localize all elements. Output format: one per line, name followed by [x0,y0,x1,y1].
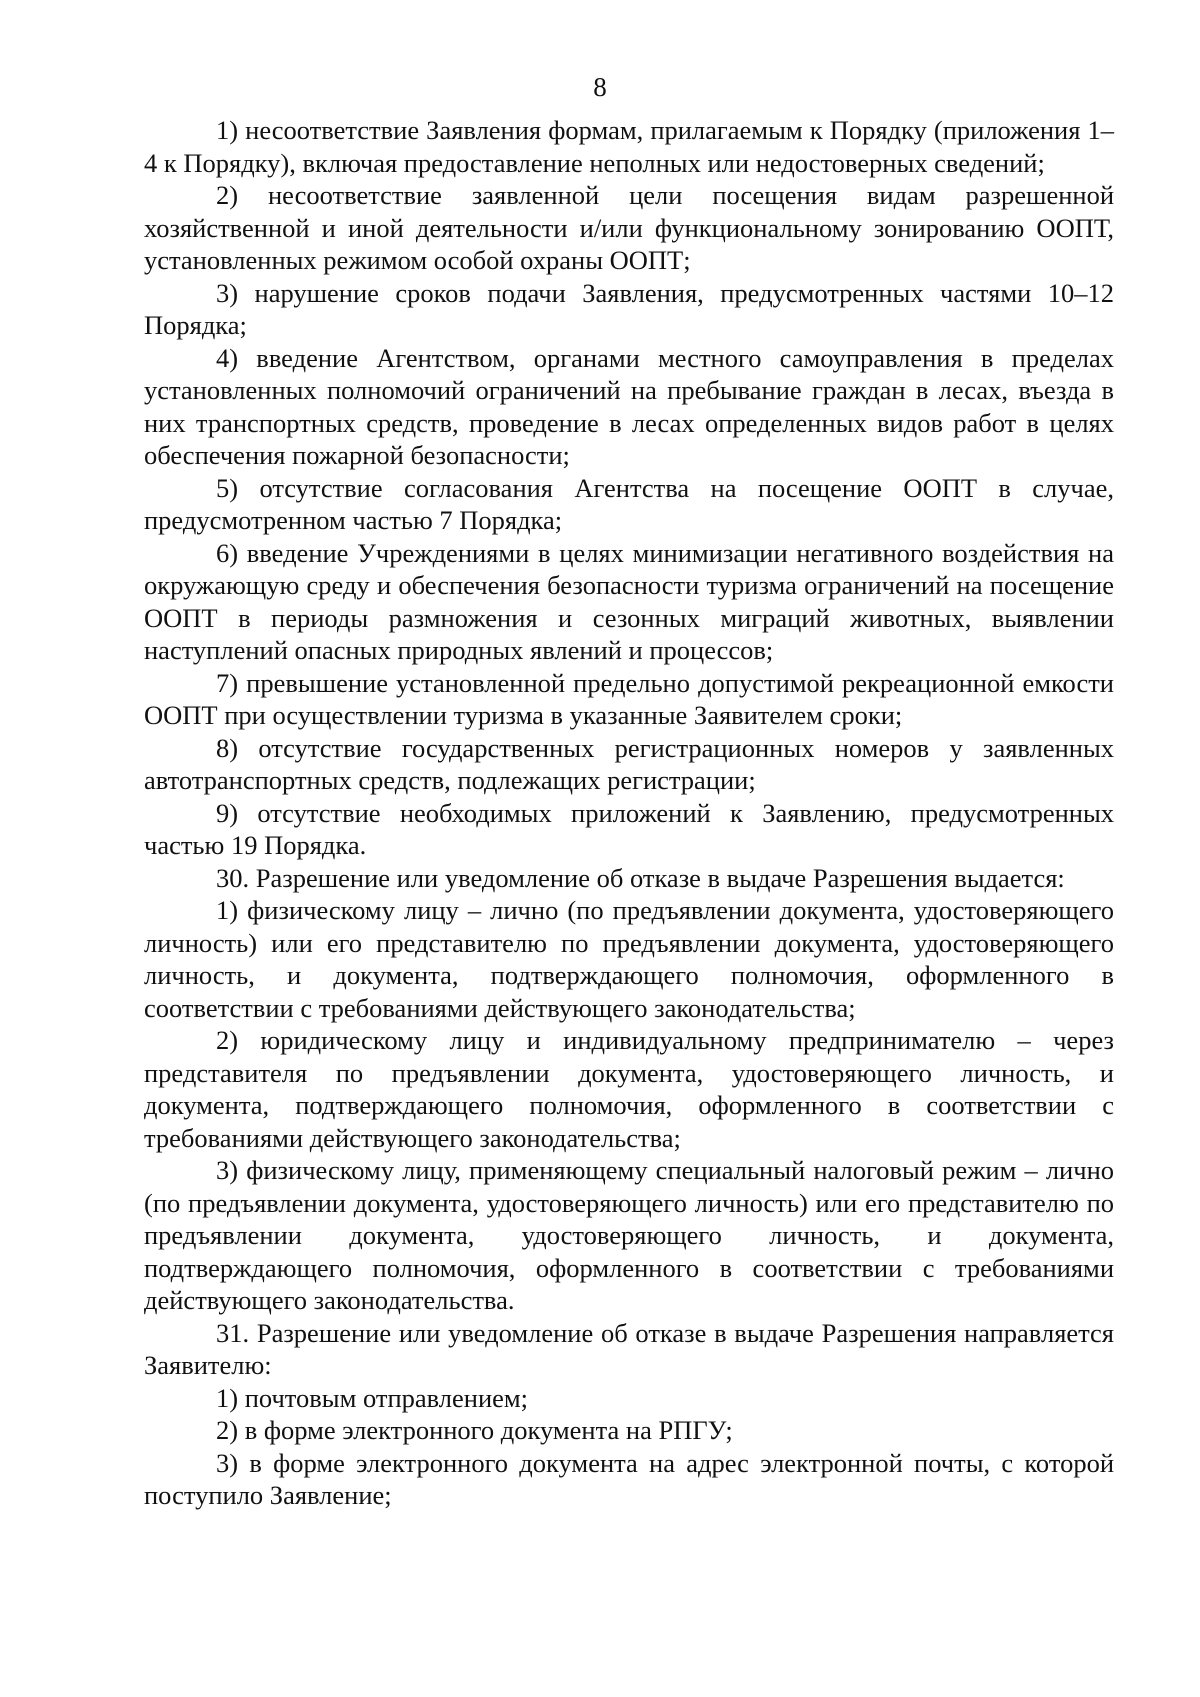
section-30-item-2: 2) юридическому лицу и индивидуальному предпринимателю – через представителя по предъявлении документа, удостоверяющего личность, и документа, подтверждающего полномочия, оформленного в соответствии с требованиями действующего законодательства; [144,1025,1114,1153]
paragraph-item-3: 3) нарушение сроков подачи Заявления, предусмотренных частями 10–12 Порядка; [144,277,1114,340]
paragraph-item-4: 4) введение Агентством, органами местного самоуправления в пределах установленных полномочий ограничений на пребывание граждан в лесах, въезда в них транспортных средств, проведение в лесах определенных видов работ в целях обеспечения пожарной безопасности; [144,342,1114,470]
page-number: 8 [593,72,607,102]
section-31-item-1: 1) почтовым отправлением; [216,1382,529,1413]
paragraph-item-1: 1) несоответствие Заявления формам, прилагаемым к Порядку (приложения 1–4 к Порядку), включая предоставление неполных или недостоверных сведений; [144,115,1114,178]
paragraph-item-2: 2) несоответствие заявленной цели посещения видам разрешенной хозяйственной и иной деятельности и/или функциональному зонированию ООПТ, установленных режимом особой охраны ООПТ; [144,180,1114,275]
section-31-item-2: 2) в форме электронного документа на РПГУ; [216,1415,733,1445]
paragraph-item-9: 9) отсутствие необходимых приложений к Заявлению, предусмотренных частью 19 Порядка. [144,797,1114,860]
paragraph-item-5: 5) отсутствие согласования Агентства на посещение ООПТ в случае, предусмотренном частью 7 Порядка; [144,472,1114,535]
document-body [144,114,1114,1512]
section-31-heading: 31. Разрешение или уведомление об отказе в выдаче Разрешения направляется Заявителю: [144,1317,1114,1380]
paragraph-item-8: 8) отсутствие государственных регистрационных номеров у заявленных автотранспортных средств, подлежащих регистрации; [144,732,1114,795]
section-30-heading: 30. Разрешение или уведомление об отказе в выдаче Разрешения выдается: [216,862,1065,893]
section-30-item-3: 3) физическому лицу, применяющему специальный налоговый режим – лично (по предъявлении документа, удостоверяющего личность) или его представителю по предъявлении документа, удостоверяющего личность, и документа, подтверждающего полномочия, оформленного в соответствии с требованиями действующего законодательства. [144,1155,1114,1315]
section-30-item-1: 1) физическому лицу – лично (по предъявлении документа, удостоверяющего личность) или его представителю по предъявлении документа, удостоверяющего личность, и документа, подтверждающего полномочия, оформленного в соответствии с требованиями действующего законодательства; [144,895,1114,1023]
paragraph-item-7: 7) превышение установленной предельно допустимой рекреационной емкости ООПТ при осуществлении туризма в указанные Заявителем сроки; [144,667,1114,730]
section-31-item-3: 3) в форме электронного документа на адрес электронной почты, с которой поступило Заявление; [144,1447,1114,1510]
paragraph-item-6: 6) введение Учреждениями в целях минимизации негативного воздействия на окружающую среду и обеспечения безопасности туризма ограничений на посещение ООПТ в периоды размножения и сезонных миграций животных, выявлении наступлений опасных природных явлений и процессов; [144,537,1114,665]
